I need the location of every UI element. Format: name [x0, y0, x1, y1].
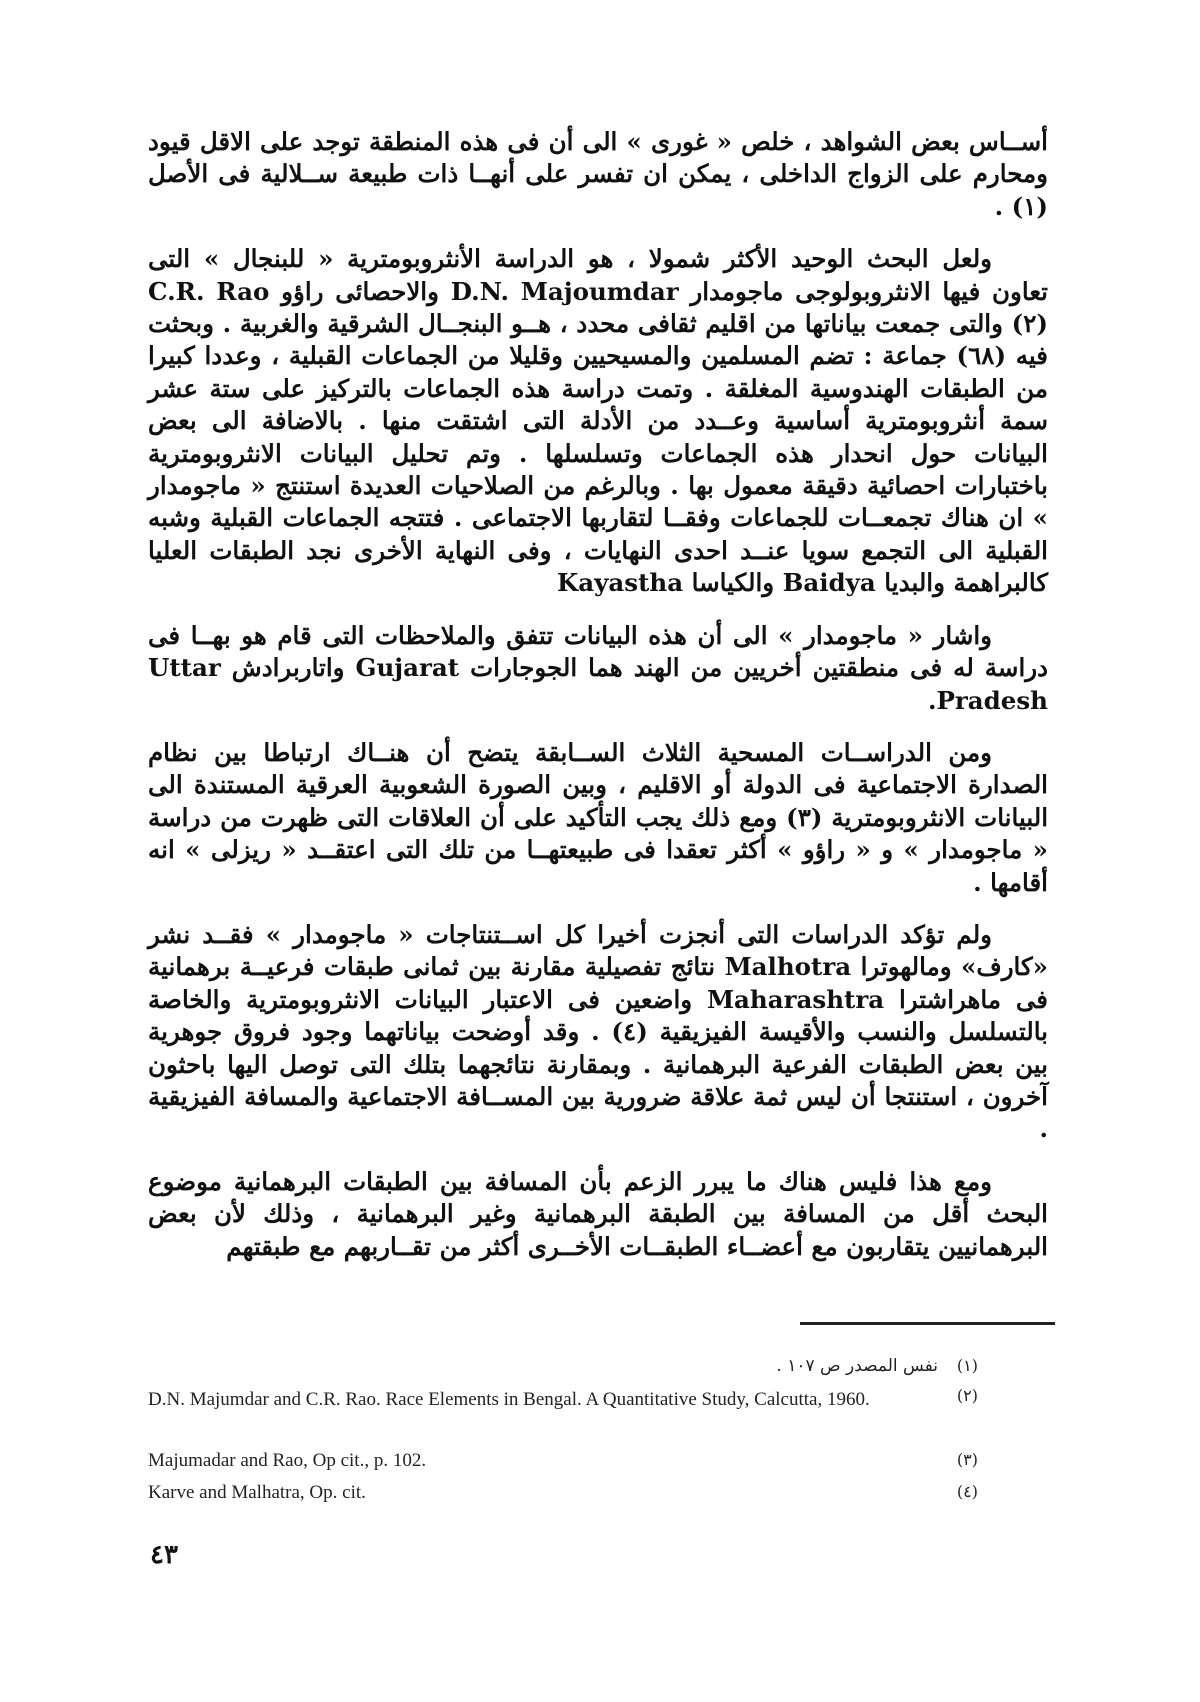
- paragraph-4: ومن الدراســات المسحية الثلاث الســابقة يتضح أن هنــاك ارتباطا بين نظام الصدارة الاجتماعية فى الدولة أو الاقليم ، وبين الصورة الشعوبية العرقية المستندة الى البيانات الانثروبومترية (٣) ومع ذلك يجب التأكيد على أن العلاقات التى ظهرت من دراسة « ماجومدار » و « راؤو » أكثر تعقدا فى طبيعتهــا من تلك التى اعتقــد « ريزلى » انه أقامها .: [148, 737, 1048, 897]
- footnote-3-text: Majumadar and Rao, Op cit., p. 102.: [148, 1450, 427, 1471]
- body-text: [148, 126, 1048, 1263]
- footnote-2-number: (٢): [956, 1386, 978, 1405]
- footnote-1-text: نفس المصدر ص ١٠٧ .: [776, 1356, 938, 1376]
- footnote-divider: [800, 1322, 1055, 1325]
- footnote-1: [148, 1356, 978, 1376]
- footnote-1-number: (١): [956, 1356, 978, 1375]
- paragraph-6: ومع هذا فليس هناك ما يبرر الزعم بأن المسافة بين الطبقات البرهمانية موضوع البحث أقل من المسافة بين الطبقة البرهمانية وغير البرهمانية ، وذلك لأن بعض البرهمانيين يتقاربون مع أعضــاء الطبقــات الأخــرى أكثر من تقــاربهم مع طبقتهم: [148, 1166, 1048, 1261]
- footnote-4-text: Karve and Malhatra, Op. cit.: [148, 1482, 366, 1503]
- footnote-4: [148, 1482, 978, 1504]
- paragraph-2: ولعل البحث الوحيد الأكثر شمولا ، هو الدراسة الأنثروبومترية « للبنجال » التى تعاون فيها الانثروبولوجى ماجومدار D.N. Majoumdar والاحصائى راؤو C.R. Rao (٢) والتى جمعت بياناتها من اقليم ثقافى محدد ، هــو البنجــال الشرقية والغربية . وبحثت فيه (٦٨) جماعة : تضم المسلمين والمسيحيين وقليلا من الجماعات القبلية ، وعددا كبيرا من الطبقات الهندوسية المغلقة . وتمت دراسة هذه الجماعات بالتركيز على ستة عشر سمة أنثروبومترية أساسية وعــدد من الأدلة التى اشتقت منها . بالاضافة الى بعض البيانات حول انحدار هذه الجماعات وتسلسلها . وتم تحليل البيانات الانثروبومترية باختبارات احصائية دقيقة معمول بها . وبالرغم من الصلاحيات العديدة استنتج « ماجومدار » ان هناك تجمعــات للجماعات وفقــا لتقاربها الاجتماعى . فتتجه الجماعات القبلية وشبه القبلية الى التجمع سويا عنــد احدى النهايات ، وفى النهاية الأخرى نجد الطبقات العليا كالبراهمة والبديا Baidya والكياسا Kayastha: [148, 244, 1048, 598]
- paragraph-3: واشار « ماجومدار » الى أن هذه البيانات تتفق والملاحظات التى قام هو بهــا فى دراسة له فى منطقتين أخريين من الهند هما الجوجارات Gujarat واتاربرادش Uttar Pradesh.: [148, 620, 1048, 715]
- footnote-2: [148, 1386, 978, 1414]
- footnote-4-number: (٤): [956, 1482, 978, 1501]
- footnote-3: [148, 1450, 978, 1472]
- paragraph-5: ولم تؤكد الدراسات التى أنجزت أخيرا كل اســتنتاجات « ماجومدار » فقــد نشر «كارف» ومالهوترا Malhotra نتائج تفصيلية مقارنة بين ثمانى طبقات فرعيــة برهمانية فى ماهراشترا Maharashtra واضعين فى الاعتبار البيانات الانثروبومترية والخاصة بالتسلسل والنسب والأقيسة الفيزيقية (٤) . وقد أوضحت بياناتهما وجود فروق جوهرية بين بعض الطبقات الفرعية البرهمانية . وبمقارنة نتائجهما بتلك التى توصل اليها باحثون آخرون ، استنتجا أن ليس ثمة علاقة ضرورية بين المســافة الاجتماعية والمسافة الفيزيقية .: [148, 919, 1048, 1144]
- footnote-2-text: D.N. Majumdar and C.R. Rao. Race Elements in Bengal. A Quantitative Study, Calcutta, 1960.: [148, 1389, 870, 1410]
- paragraph-1: أســاس بعض الشواهد ، خلص « غورى » الى أن فى هذه المنطقة توجد على الاقل قيود ومحارم على الزواج الداخلى ، يمكن ان تفسر على أنهــا ذات طبيعة ســلالية فى الأصل (١) .: [148, 127, 1048, 221]
- page-number: ٤٣: [150, 1540, 178, 1570]
- footnote-3-number: (٣): [956, 1450, 978, 1469]
